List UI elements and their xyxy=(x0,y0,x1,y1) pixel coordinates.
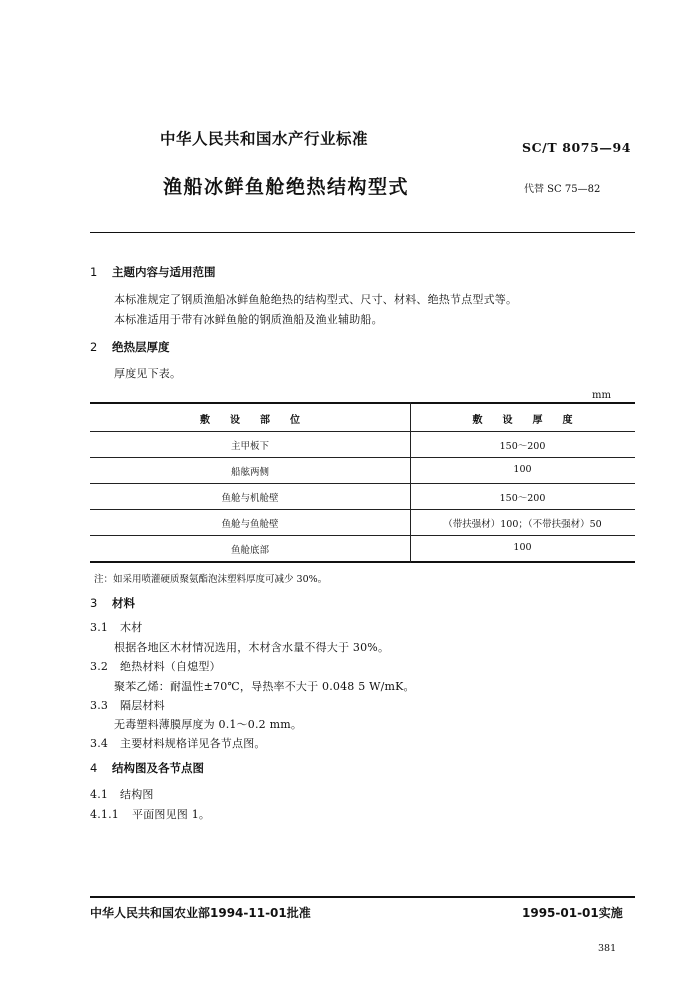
table-cell-location: 鱼舱与机舱壁 xyxy=(221,493,279,504)
subsection-number: 4.1 xyxy=(90,788,109,801)
section-number: 1 xyxy=(90,265,98,279)
subsection-title: 木材 xyxy=(120,621,143,634)
section-4-heading xyxy=(90,760,204,776)
section-1-para-2: 本标准适用于带有冰鲜鱼舱的钢质渔船及渔业辅助船。 xyxy=(114,313,383,326)
subsection-title: 主要材料规格详见各节点图。 xyxy=(120,737,266,750)
standard-type: 中华人民共和国水产行业标准 xyxy=(160,130,369,148)
section-title: 绝热层厚度 xyxy=(112,340,170,354)
subsection-3-3-text: 无毒塑料薄膜厚度为 0.1～0.2 mm。 xyxy=(114,718,303,731)
table-row-rule xyxy=(90,535,635,536)
subsection-3-2 xyxy=(90,658,221,674)
replaces-note: 代替 SC 75—82 xyxy=(524,184,601,195)
table-cell-thickness: 150～200 xyxy=(499,441,546,452)
footer-rule xyxy=(90,896,635,898)
table-row-rule xyxy=(90,483,635,484)
table-cell-location: 鱼舱与鱼舱壁 xyxy=(221,519,279,530)
subsection-3-1 xyxy=(90,619,142,635)
table-header-thickness: 敷 设 厚 度 xyxy=(472,415,573,426)
subsection-title: 绝热材料（自熄型） xyxy=(120,660,221,673)
section-number: 4 xyxy=(90,761,98,775)
subsection-number: 3.1 xyxy=(90,621,109,634)
table-row-rule xyxy=(90,431,635,432)
subsection-number: 3.4 xyxy=(90,737,109,750)
section-2-para-1: 厚度见下表。 xyxy=(114,367,182,380)
effective-date: 1995-01-01实施 xyxy=(522,906,623,920)
section-2-heading xyxy=(90,339,170,355)
thickness-table xyxy=(90,402,635,563)
section-number: 3 xyxy=(90,596,98,610)
table-note: 注：如采用喷灌硬质聚氨酯泡沫塑料厚度可减少 30%。 xyxy=(94,574,328,585)
subsection-3-4 xyxy=(90,735,266,751)
section-3-heading xyxy=(90,595,135,611)
table-header-location: 敷 设 部 位 xyxy=(200,415,300,426)
subsection-number: 3.2 xyxy=(90,660,109,673)
subsection-3-3 xyxy=(90,697,165,713)
table-unit: mm xyxy=(592,390,611,401)
table-top-rule xyxy=(90,402,635,404)
section-1-heading xyxy=(90,264,216,280)
subsection-4-1 xyxy=(90,786,154,802)
subsection-number: 3.3 xyxy=(90,699,109,712)
table-cell-thickness: （带扶强材）100；（不带扶强材）50 xyxy=(443,519,602,530)
table-bottom-rule xyxy=(90,561,635,563)
section-title: 材料 xyxy=(112,596,135,610)
table-cell-thickness: 150～200 xyxy=(499,493,546,504)
table-row-rule xyxy=(90,509,635,510)
table-cell-thickness: 100 xyxy=(513,464,532,475)
table-column-divider xyxy=(410,402,411,563)
table-cell-location: 船舷两侧 xyxy=(230,467,269,478)
subsection-title: 隔层材料 xyxy=(120,699,165,712)
standard-code: SC/T 8075—94 xyxy=(522,140,632,155)
table-cell-location: 鱼舱底部 xyxy=(230,545,269,556)
section-number: 2 xyxy=(90,340,98,354)
table-cell-thickness: 100 xyxy=(513,542,532,553)
section-title: 主题内容与适用范围 xyxy=(112,265,216,279)
subsection-4-1-1 xyxy=(90,806,210,822)
subsection-number: 4.1.1 xyxy=(90,808,119,821)
subsection-title: 结构图 xyxy=(120,788,154,801)
subsection-3-1-text: 根据各地区木材情况选用，木材含水量不得大于 30%。 xyxy=(114,641,390,654)
section-title: 结构图及各节点图 xyxy=(112,761,204,775)
document-title: 渔船冰鲜鱼舱绝热结构型式 xyxy=(163,176,410,198)
header-rule xyxy=(90,232,635,233)
approval-statement: 中华人民共和国农业部1994-11-01批准 xyxy=(90,906,311,920)
section-1-para-1: 本标准规定了钢质渔船冰鲜鱼舱绝热的结构型式、尺寸、材料、绝热节点型式等。 xyxy=(114,293,518,306)
table-row-rule xyxy=(90,457,635,458)
page-number: 381 xyxy=(598,943,617,954)
table-cell-location: 主甲板下 xyxy=(230,441,269,452)
subsection-title: 平面图见图 1。 xyxy=(132,808,211,821)
subsection-3-2-text: 聚苯乙烯：耐温性±70℃，导热率不大于 0.048 5 W/mK。 xyxy=(114,680,415,693)
